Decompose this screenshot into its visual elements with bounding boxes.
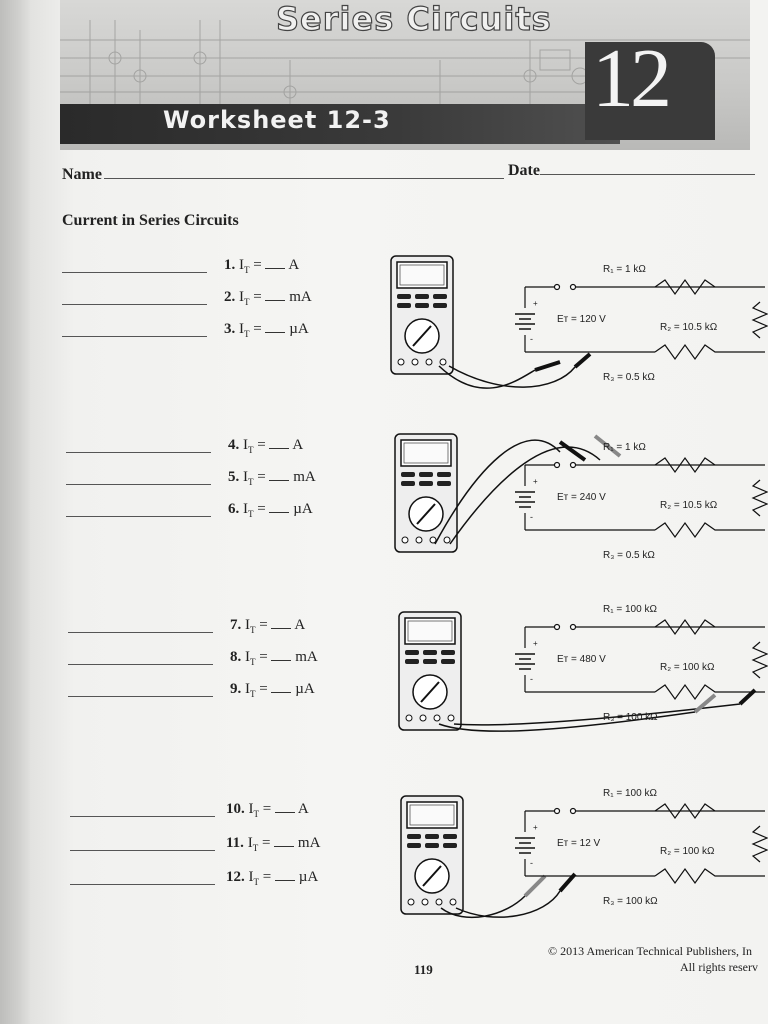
r3-label: R₃ = 100 kΩ bbox=[603, 712, 658, 723]
current-symbol: I bbox=[247, 835, 253, 851]
multimeter bbox=[399, 612, 461, 730]
question-unit: A bbox=[288, 257, 300, 273]
question-item: 5. $I_T$ = mA bbox=[228, 469, 316, 487]
question-blank[interactable] bbox=[271, 680, 291, 693]
r1-label: R₁ = 1 kΩ bbox=[603, 442, 646, 453]
rights-text: All rights reserv bbox=[680, 960, 758, 974]
question-blank[interactable] bbox=[265, 256, 285, 269]
current-subscript: T bbox=[248, 477, 254, 487]
r1-label: R₁ = 1 kΩ bbox=[603, 264, 646, 275]
answer-line[interactable] bbox=[70, 816, 215, 817]
current-subscript: T bbox=[250, 625, 256, 635]
question-number: 3. bbox=[224, 321, 236, 337]
page-number: 119 bbox=[414, 962, 433, 977]
date-label: Date bbox=[508, 162, 540, 179]
answer-line[interactable] bbox=[62, 336, 207, 337]
current-symbol: I bbox=[248, 869, 254, 885]
question-blank[interactable] bbox=[265, 288, 285, 301]
multimeter bbox=[395, 434, 457, 552]
question-blank[interactable] bbox=[269, 500, 289, 513]
current-subscript: T bbox=[252, 843, 259, 853]
current-symbol: I bbox=[248, 801, 254, 817]
answer-line[interactable] bbox=[68, 664, 213, 665]
question-item: 1. $I_T = A$ bbox=[224, 257, 300, 275]
circuit-svg bbox=[385, 592, 768, 742]
current-subscript: T bbox=[244, 265, 250, 275]
minus-sign: - bbox=[530, 858, 533, 868]
series-title: Series Circuits bbox=[276, 0, 552, 38]
current-symbol: I bbox=[245, 649, 250, 665]
circuit-diagram bbox=[385, 252, 768, 407]
question-unit: mA bbox=[293, 469, 316, 485]
question-blank[interactable] bbox=[275, 868, 295, 881]
question-number: 9. bbox=[230, 681, 242, 697]
r2-label: R₂ = 10.5 kΩ bbox=[660, 500, 718, 511]
current-symbol: I bbox=[243, 437, 248, 453]
circuit-svg bbox=[385, 430, 768, 580]
plus-sign: + bbox=[533, 477, 538, 486]
current-subscript: T bbox=[250, 689, 256, 699]
current-subscript: T bbox=[244, 297, 250, 307]
question-number: 4. bbox=[228, 437, 240, 453]
question-number: 11. bbox=[226, 835, 244, 851]
section-title: Current in Series Circuits bbox=[62, 212, 239, 229]
question-unit: µA bbox=[298, 869, 319, 885]
question-unit: mA bbox=[295, 649, 318, 665]
answer-line[interactable] bbox=[70, 850, 215, 851]
circuit-svg bbox=[385, 252, 768, 402]
multimeter bbox=[401, 796, 463, 914]
question-blank[interactable] bbox=[265, 320, 285, 333]
circuit-diagram bbox=[385, 592, 768, 747]
current-symbol: I bbox=[239, 321, 244, 337]
question-item: 11. $I_T$ = mA bbox=[226, 835, 321, 853]
current-subscript: T bbox=[244, 329, 250, 339]
question-blank[interactable] bbox=[271, 648, 291, 661]
question-item: 6. $I_T = \mu A$ bbox=[228, 501, 313, 519]
r3-label: R₃ = 100 kΩ bbox=[603, 896, 658, 907]
current-symbol: I bbox=[245, 617, 250, 633]
multimeter bbox=[391, 256, 453, 374]
answer-line[interactable] bbox=[62, 304, 207, 305]
answer-line[interactable] bbox=[68, 696, 213, 697]
current-symbol: I bbox=[239, 257, 244, 273]
question-number: 5. bbox=[228, 469, 240, 485]
question-unit: mA bbox=[289, 289, 312, 305]
question-number: 8. bbox=[230, 649, 242, 665]
question-number: 7. bbox=[230, 617, 242, 633]
current-symbol: I bbox=[243, 469, 248, 485]
r2-label: R₂ = 100 kΩ bbox=[660, 662, 715, 673]
question-blank[interactable] bbox=[271, 616, 291, 629]
question-blank[interactable] bbox=[274, 834, 294, 847]
plus-sign: + bbox=[533, 823, 538, 832]
question-blank[interactable] bbox=[269, 468, 289, 481]
question-unit: mA bbox=[297, 835, 321, 851]
answer-line[interactable] bbox=[66, 452, 211, 453]
current-symbol: I bbox=[243, 501, 248, 517]
et-label: Eᴛ = 12 V bbox=[557, 838, 601, 849]
answer-line[interactable] bbox=[62, 272, 207, 273]
circuit-diagram bbox=[385, 430, 768, 585]
et-label: Eᴛ = 480 V bbox=[557, 654, 606, 665]
et-label: Eᴛ = 240 V bbox=[557, 492, 606, 503]
question-number: 6. bbox=[228, 501, 240, 517]
plus-sign: + bbox=[533, 639, 538, 648]
copyright-text: © 2013 American Technical Publishers, In bbox=[548, 944, 753, 958]
question-unit: A bbox=[294, 617, 306, 633]
answer-line[interactable] bbox=[66, 484, 211, 485]
question-number: 12. bbox=[226, 869, 245, 885]
r1-label: R₁ = 100 kΩ bbox=[603, 604, 657, 615]
current-subscript: T bbox=[248, 509, 254, 519]
question-unit: A bbox=[297, 801, 309, 817]
r1-label: R₁ = 100 kΩ bbox=[603, 788, 657, 799]
circuit-svg bbox=[385, 776, 768, 926]
question-item: 10. $I_T = A$ bbox=[226, 801, 309, 819]
name-label: Name bbox=[62, 166, 102, 183]
book-spine bbox=[0, 0, 30, 1024]
plus-sign: + bbox=[533, 299, 538, 308]
question-blank[interactable] bbox=[269, 436, 289, 449]
current-subscript: T bbox=[250, 657, 256, 667]
minus-sign: - bbox=[530, 674, 533, 684]
question-number: 1. bbox=[224, 257, 236, 273]
current-symbol: I bbox=[239, 289, 244, 305]
question-item: 8. $I_T$ = mA bbox=[230, 649, 318, 667]
question-unit: A bbox=[292, 437, 304, 453]
answer-line[interactable] bbox=[70, 884, 215, 885]
question-blank[interactable] bbox=[275, 800, 295, 813]
question-unit: µA bbox=[289, 321, 309, 337]
r3-label: R₃ = 0.5 kΩ bbox=[603, 550, 655, 561]
date-field[interactable] bbox=[540, 174, 755, 175]
question-item: 7. $I_T = A$ bbox=[230, 617, 306, 635]
et-label: Eᴛ = 120 V bbox=[557, 314, 606, 325]
answer-line[interactable] bbox=[68, 632, 213, 633]
question-number: 2. bbox=[224, 289, 236, 305]
chapter-number: 12 bbox=[592, 32, 668, 125]
question-unit: µA bbox=[295, 681, 315, 697]
current-symbol: I bbox=[245, 681, 250, 697]
circuit-diagram bbox=[385, 776, 768, 931]
minus-sign: - bbox=[530, 512, 533, 522]
question-item: 3. $I_T = \mu A$ bbox=[224, 321, 309, 339]
current-subscript: T bbox=[248, 445, 254, 455]
r3-label: R₃ = 0.5 kΩ bbox=[603, 372, 655, 383]
worksheet-title: Worksheet 12-3 bbox=[163, 106, 391, 134]
current-subscript: T bbox=[253, 809, 259, 819]
question-item: 4. $I_T = A$ bbox=[228, 437, 304, 455]
r2-label: R₂ = 100 kΩ bbox=[660, 846, 715, 857]
answer-line[interactable] bbox=[66, 516, 211, 517]
question-unit: µA bbox=[293, 501, 313, 517]
question-number: 10. bbox=[226, 801, 245, 817]
minus-sign: - bbox=[530, 334, 533, 344]
question-item: 9. $I_T = \mu A$ bbox=[230, 681, 315, 699]
question-item: 2. $I_T$ = mA bbox=[224, 289, 312, 307]
r2-label: R₂ = 10.5 kΩ bbox=[660, 322, 718, 333]
current-subscript: T bbox=[253, 877, 259, 887]
question-item: 12. $I_T = \mu A$ bbox=[226, 869, 319, 887]
name-field[interactable] bbox=[104, 178, 504, 179]
